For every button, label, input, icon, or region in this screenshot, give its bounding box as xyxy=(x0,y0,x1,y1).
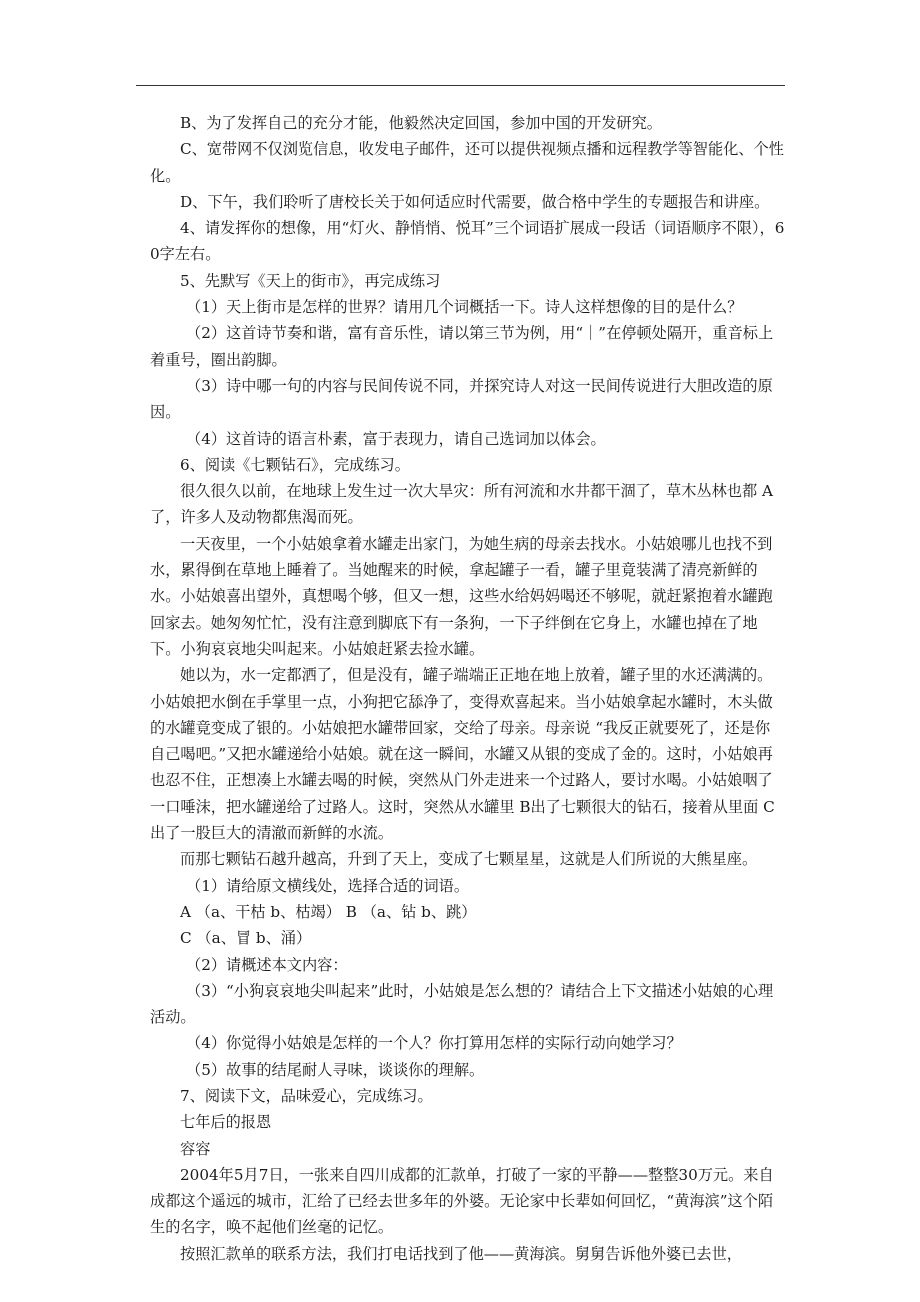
paragraph-q6: 6、阅读《七颗钻石》，完成练习。 xyxy=(180,455,410,474)
paragraph-q6-5: （5）故事的结尾耐人寻味，谈谈你的理解。 xyxy=(186,1060,485,1079)
paragraph-p3: 她以为，水一定都洒了，但是没有，罐子端端正正地在地上放着，罐子里的水还满满的。小姑娘把水倒在手掌里一点，小狗把它舔净了，变得欢喜起来。当小姑娘拿起水罐时，木头做的水罐竟变成了银的。小姑娘把水罐带回家，交给了母亲。母亲说 “我反正就要死了，还是你自己喝吧。”又把水罐递给小姑娘。就在这一瞬间，水罐又从银的变成了金的。这时，小姑娘再也忍不住，正想凑上水罐去喝的时候，突然从门外走进来一个过路人，要讨水喝。小姑娘咽了一口唾沫，把水罐递给了过路人。这时，突然从水罐里 B出了七颗很大的钻石，接着从里面 C 出了一股巨大的清澈而新鲜的水流。 xyxy=(150,666,775,843)
paragraph-q6-4: （4）你觉得小姑娘是怎样的一个人？你打算用怎样的实际行动向她学习？ xyxy=(186,1034,682,1053)
paragraph-optAB: A （a、干枯 b、枯竭） B （a、钻 b、跳） xyxy=(180,902,477,921)
paragraph-optC: C （a、冒 b、涌） xyxy=(180,929,312,948)
paragraph-q4: 4、请发挥你的想像，用“灯火、静悄悄、悦耳”三个词语扩展成一段话（词语顺序不限），60字左右。 xyxy=(150,219,785,264)
paragraph-c: C、宽带网不仅浏览信息，收发电子邮件，还可以提供视频点播和远程教学等智能化、个性化。 xyxy=(150,140,784,185)
paragraph-q7: 7、阅读下文，品味爱心，完成练习。 xyxy=(180,1086,433,1105)
paragraph-title: 七年后的报恩 xyxy=(180,1113,272,1132)
paragraph-q6-1: （1）请给原文横线处，选择合适的词语。 xyxy=(186,876,470,895)
paragraph-q6-2: （2）请概述本文内容： xyxy=(186,955,348,974)
paragraph-q5-4: （4）这首诗的语言朴素，富于表现力，请自己选词加以体会。 xyxy=(186,429,606,448)
paragraph-r1: 2004年5月7日，一张来自四川成都的汇款单，打破了一家的平静——整整30万元。来自成都这个遥远的城市，汇给了已经去世多年的外婆。无论家中长辈如何回忆，“黄海滨”这个陌生的名字，唤不起他们丝毫的记忆。 xyxy=(150,1165,774,1237)
paragraph-p2: 一天夜里，一个小姑娘拿着水罐走出家门，为她生病的母亲去找水。小姑娘哪儿也找不到水，累得倒在草地上睡着了。当她醒来的时候，拿起罐子一看，罐子里竟装满了清亮新鲜的水。小姑娘喜出望外，真想喝个够，但又一想，这些水给妈妈喝还不够呢，就赶紧抱着水罐跑回家去。她匆匆忙忙，没有注意到脚底下有一条狗，一下子绊倒在它身上，水罐也掉在了地下。小狗哀哀地尖叫起来。小姑娘赶紧去捡水罐。 xyxy=(150,534,773,658)
paragraph-d: D、下午，我们聆听了唐校长关于如何适应时代需要，做合格中学生的专题报告和讲座。 xyxy=(180,192,770,211)
paragraph-p4: 而那七颗钻石越升越高，升到了天上，变成了七颗星星，这就是人们所说的大熊星座。 xyxy=(180,850,758,869)
paragraph-r2: 按照汇款单的联系方法，我们打电话找到了他——黄海滨。舅舅告诉他外婆已去世， xyxy=(180,1244,742,1263)
paragraph-p1: 很久很久以前，在地球上发生过一次大旱灾：所有河流和水井都干涸了，草木丛林也都 A 了，许多人及动物都焦渴而死。 xyxy=(150,482,773,527)
paragraph-q5-2: （2）这首诗节奏和谐，富有音乐性，请以第三节为例，用“｜”在停顿处隔开，重音标上着重号，圈出韵脚。 xyxy=(150,324,774,369)
paragraph-author: 容容 xyxy=(180,1139,211,1158)
paragraph-q5-3: （3）诗中哪一句的内容与民间传说不同，并探究诗人对这一民间传说进行大胆改造的原因。 xyxy=(150,376,773,422)
header-rule xyxy=(136,85,785,86)
paragraph-q6-3: （3）“小狗哀哀地尖叫起来”此时，小姑娘是怎么想的？请结合上下文描述小姑娘的心理活动。 xyxy=(150,981,774,1027)
paragraph-b: B、为了发挥自己的充分才能，他毅然决定回国，参加中国的开发研究。 xyxy=(180,114,662,132)
paragraph-q5-1: （1）天上街市是怎样的世界？请用几个词概括一下。诗人这样想像的目的是什么？ xyxy=(186,298,743,317)
document-body xyxy=(150,110,785,1267)
paragraph-q5: 5、先默写《天上的街市》，再完成练习 xyxy=(180,271,441,290)
